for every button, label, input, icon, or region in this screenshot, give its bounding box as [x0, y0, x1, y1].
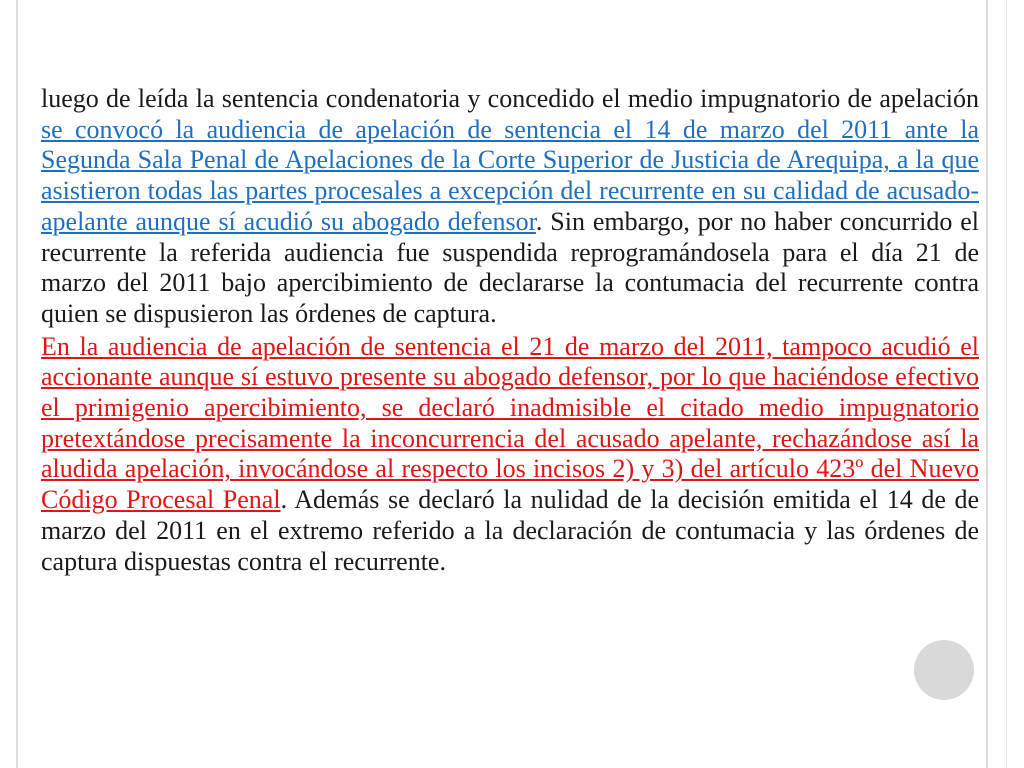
- slide-body-text: [41, 84, 979, 579]
- paragraph-2-rest: . Además se declaró la nulidad de la decisión emitida el 14 de de marzo del 2011 en el extremo referido a la declaración de contumacia y las órdenes de captura dispuestas contra el recurrente.: [41, 485, 979, 576]
- paragraph-1-intro: luego de leída la sentencia condenatoria y concedido el medio impugnatorio de apelación: [41, 84, 979, 113]
- paragraph-2: [41, 332, 979, 578]
- decorative-circle: [914, 640, 974, 700]
- paragraph-1-highlight: se convocó la audiencia de apelación de sentencia el 14 de marzo del 2011 ante la Segunda Sala Penal de Apelaciones de la Corte Superior de Justicia de Arequipa, a la que asistieron todas las partes procesales a excepción del recurrente en su calidad de acusado-apelante aunque sí acudió su abogado defensor: [41, 114, 979, 236]
- paragraph-1-rest: . Sin embargo, por no haber concurrido el recurrente la referida audiencia fue suspendida reprogramándosela para el día 21 de marzo del 2011 bajo apercibimiento de declararse la contumacia del recurrente contra quien se dispusieron las órdenes de captura.: [41, 206, 979, 328]
- right-outer-border-line: [1006, 0, 1007, 768]
- right-border-line: [986, 0, 988, 768]
- paragraph-2-highlight: En la audiencia de apelación de sentencia el 21 de marzo del 2011, tampoco acudió el accionante aunque sí estuvo presente su abogado defensor, por lo que haciéndose efectivo el primigenio apercibimiento, se declaró inadmisible el citado medio impugnatorio pretextándose precisamente la inconcurrencia del acusado apelante, rechazándose así la aludida apelación, invocándose al respecto los incisos 2) y 3) del artículo 423º del Nuevo Código Procesal Penal: [41, 331, 979, 515]
- left-border-line: [16, 0, 18, 768]
- paragraph-1: [41, 84, 979, 330]
